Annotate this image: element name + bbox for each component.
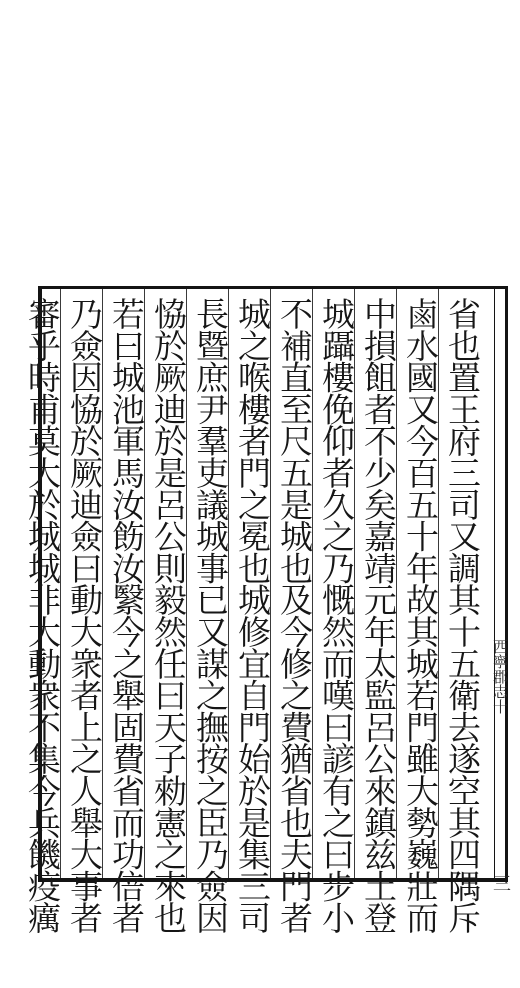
text-column-2: 鹵水國又今百五十年故其城若門雖大勢巍壯而 [401, 297, 440, 934]
text-column-10: 乃僉因恊於厥迪僉曰動大衆者上之人舉大事者 [65, 297, 104, 934]
text-column-1: 省也置王府三司又調其十五衛去遂空其四隅斥 [443, 297, 482, 934]
text-column-6: 城之喉樓者門之冕也城修宜自門始於是集三司 [233, 297, 272, 934]
text-column-9: 若曰城池軍馬汝飭汝繄今之舉固費省而功倍者 [107, 297, 146, 934]
text-column-5: 不補直至尺五是城也及今修之費猶省也夫門者 [275, 297, 314, 934]
text-column-8: 恊於厥迪於是呂公則毅然任曰天子勑憲之來也 [149, 297, 188, 934]
text-column-7: 長暨庶尹羣吏議城事已又謀之撫按之臣乃僉因 [191, 297, 230, 934]
text-column-11: 審乎時甫莫大於城城非大動衆不集今兵饑疫癘 [23, 297, 62, 934]
margin-title: 西寧郡志十 [491, 639, 509, 714]
text-column-4: 城躡樓俛仰者久之乃慨然而嘆曰諺有之曰步小 [317, 297, 356, 934]
folio-number: 三 [490, 874, 511, 892]
text-column-3: 中損飷者不少矣嘉靖元年太監呂公來鎮兹土登 [359, 297, 398, 934]
margin-column [489, 639, 509, 892]
text-frame [23, 286, 511, 934]
